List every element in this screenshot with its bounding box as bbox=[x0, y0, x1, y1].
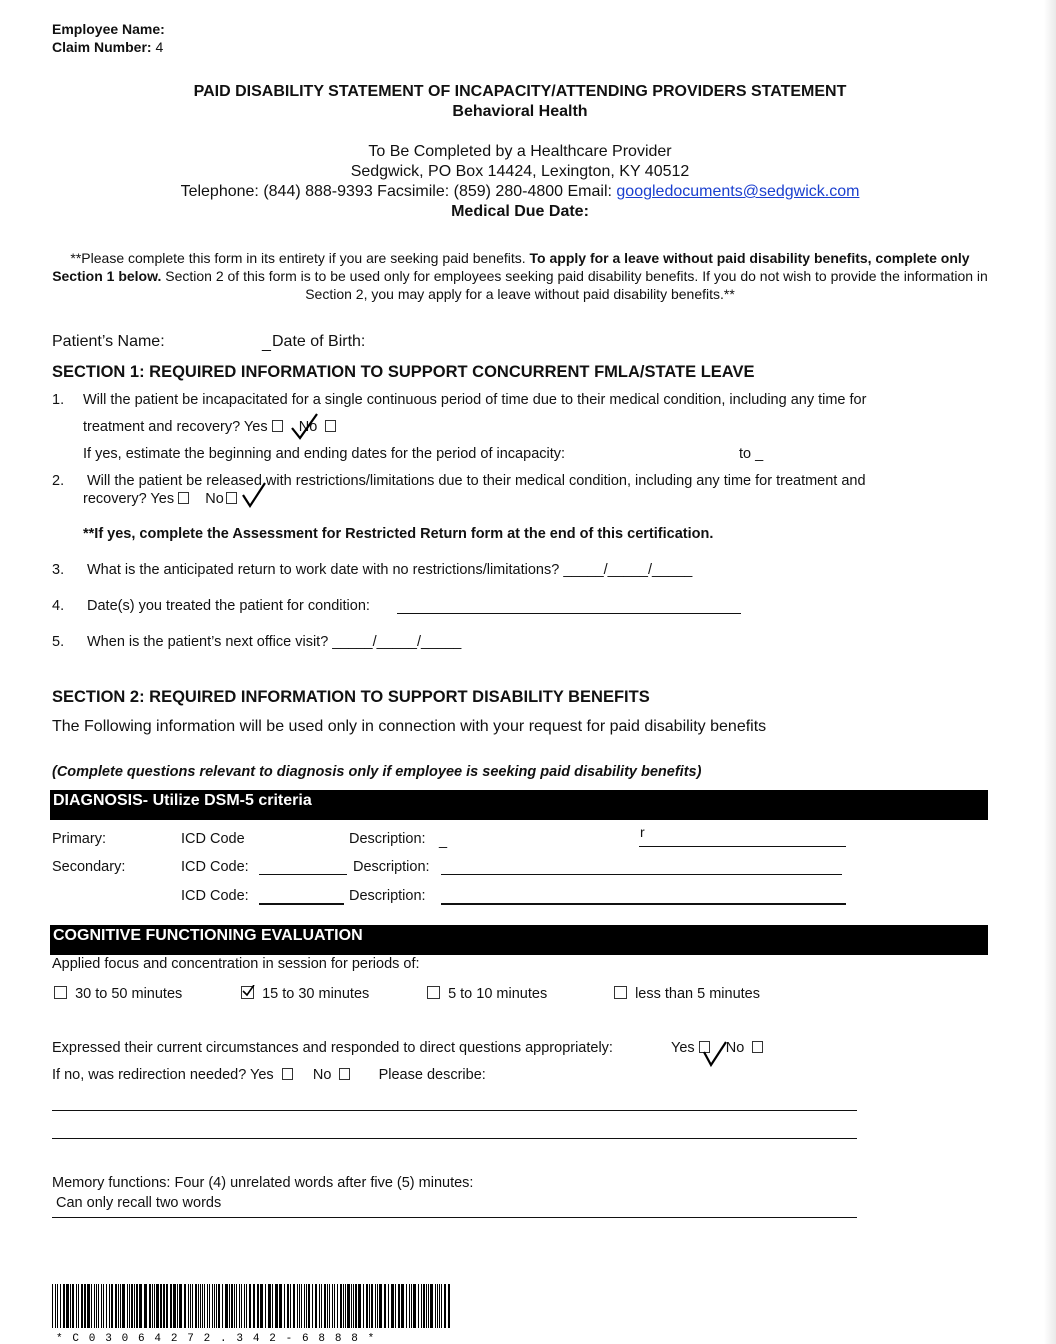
barcode-text: * C 0 3 0 6 4 2 7 2 . 3 4 2 - 6 8 8 8 * bbox=[56, 1333, 376, 1344]
barcode-bar bbox=[106, 1284, 107, 1328]
barcode-bar bbox=[244, 1284, 245, 1328]
barcode-bar bbox=[184, 1284, 186, 1328]
barcode-bar bbox=[166, 1284, 168, 1328]
memory-answer-line bbox=[52, 1217, 857, 1218]
barcode-bar bbox=[369, 1284, 370, 1328]
employee-name-label: Employee Name: bbox=[52, 21, 165, 37]
barcode-bar bbox=[355, 1284, 357, 1328]
q2-yes-label: recovery? Yes bbox=[83, 491, 175, 507]
redirection-question: If no, was redirection needed? Yes bbox=[52, 1067, 274, 1083]
barcode-bar bbox=[55, 1284, 56, 1328]
next-visit-field[interactable]: _____/_____/_____ bbox=[332, 634, 462, 650]
memory-answer[interactable]: Can only recall two words bbox=[56, 1195, 222, 1211]
barcode-bar bbox=[198, 1284, 199, 1328]
barcode-bar bbox=[91, 1284, 92, 1328]
stray-mark: r bbox=[640, 824, 645, 840]
q2-no-checkmark-icon bbox=[241, 481, 267, 509]
barcode-bar bbox=[78, 1284, 79, 1328]
barcode-bar bbox=[301, 1284, 302, 1328]
secondary-icd-label: ICD Code: bbox=[181, 859, 249, 875]
q2-number: 2. bbox=[52, 473, 65, 489]
return-date-field[interactable]: _____/_____/_____ bbox=[563, 562, 693, 578]
barcode-bar bbox=[52, 1284, 53, 1328]
claim-number-value: 4 bbox=[155, 39, 164, 55]
barcode-bar bbox=[218, 1284, 220, 1328]
patient-name-field[interactable]: _ bbox=[262, 335, 271, 352]
barcode-bar bbox=[428, 1284, 429, 1328]
barcode-bar bbox=[308, 1284, 310, 1328]
barcode-bar bbox=[200, 1284, 201, 1328]
barcode-bar bbox=[63, 1284, 65, 1328]
barcode-bar bbox=[297, 1284, 298, 1328]
barcode-bar bbox=[170, 1284, 172, 1328]
cognitive-bar: COGNITIVE FUNCTIONING EVALUATION bbox=[50, 925, 988, 955]
barcode-bar bbox=[136, 1284, 138, 1328]
q2-answer-row bbox=[83, 491, 237, 507]
q1-text: Will the patient be incapacitated for a single continuous period of time due to their medical condition, including any time for bbox=[83, 392, 867, 408]
barcode-bar bbox=[287, 1284, 289, 1328]
barcode-bar bbox=[275, 1284, 278, 1328]
barcode-bar bbox=[398, 1284, 400, 1328]
barcode-bar bbox=[265, 1284, 266, 1328]
barcode-bar bbox=[423, 1284, 425, 1328]
tertiary-description-label: Description: bbox=[349, 888, 426, 904]
redirection-no-checkbox[interactable] bbox=[339, 1068, 350, 1080]
barcode-bar bbox=[315, 1284, 317, 1328]
barcode-bar bbox=[202, 1284, 203, 1328]
section2-intro: The Following information will be used only in connection with your request for paid disability benefits bbox=[52, 718, 767, 735]
barcode-bar bbox=[395, 1284, 396, 1328]
expressed-question: Expressed their current circumstances and responded to direct questions appropriately: bbox=[52, 1040, 613, 1056]
barcode-bar bbox=[103, 1284, 104, 1328]
barcode-bar bbox=[329, 1284, 330, 1328]
q2-no-label: No bbox=[205, 491, 224, 507]
q5-text: When is the patient’s next office visit? bbox=[87, 634, 329, 650]
tertiary-icd-field[interactable] bbox=[259, 903, 344, 905]
barcode-bar bbox=[418, 1284, 419, 1328]
barcode-bar bbox=[334, 1284, 335, 1328]
barcode-bar bbox=[231, 1284, 233, 1328]
q2-note: **If yes, complete the Assessment for Restricted Return form at the end of this certification. bbox=[83, 526, 714, 542]
barcode-bar bbox=[371, 1284, 373, 1328]
barcode-bar bbox=[236, 1284, 237, 1328]
q1-yes-label: treatment and recovery? Yes bbox=[83, 419, 268, 435]
barcode-bar bbox=[109, 1284, 110, 1328]
q2-yes-checkbox[interactable] bbox=[178, 492, 189, 504]
checkbox-5-10[interactable] bbox=[427, 986, 440, 999]
q4-number: 4. bbox=[52, 598, 65, 614]
barcode-bar bbox=[388, 1284, 389, 1328]
barcode-bars bbox=[52, 1284, 450, 1328]
checkbox-15-30-checked[interactable] bbox=[241, 986, 254, 999]
barcode-bar bbox=[96, 1284, 97, 1328]
barcode-bar bbox=[246, 1284, 247, 1328]
barcode-bar bbox=[293, 1284, 295, 1328]
q2-text: Will the patient be released with restrictions/limitations due to their medical condition, including any time for treatment and bbox=[87, 473, 866, 489]
q1-dates-label: If yes, estimate the beginning and ending dates for the period of incapacity: bbox=[83, 446, 566, 462]
barcode-bar bbox=[154, 1284, 155, 1328]
barcode-bar bbox=[379, 1284, 382, 1328]
barcode-bar bbox=[188, 1284, 189, 1328]
email-link[interactable]: googledocuments@sedgwick.com bbox=[616, 183, 860, 200]
primary-icd-label: ICD Code bbox=[181, 831, 245, 847]
barcode-bar bbox=[122, 1284, 125, 1328]
barcode-bar bbox=[444, 1284, 446, 1328]
q1-no-label: No bbox=[298, 419, 318, 435]
barcode-bar bbox=[222, 1284, 223, 1328]
q1-yes-checkbox[interactable] bbox=[272, 420, 283, 432]
barcode-bar bbox=[363, 1284, 364, 1328]
barcode-bar bbox=[257, 1284, 259, 1328]
barcode-bar bbox=[253, 1284, 255, 1328]
q1-no-checkbox[interactable] bbox=[325, 420, 336, 432]
primary-description-label: Description: bbox=[349, 831, 426, 847]
barcode-bar bbox=[207, 1284, 208, 1328]
q5-row bbox=[87, 634, 461, 650]
barcode-bar bbox=[279, 1284, 282, 1328]
q2-no-checkbox[interactable] bbox=[226, 492, 237, 504]
redirection-yes-checkbox[interactable] bbox=[282, 1068, 293, 1080]
barcode-bar bbox=[249, 1284, 251, 1328]
section2-note: (Complete questions relevant to diagnosis only if employee is seeking paid disability benefits) bbox=[52, 764, 702, 780]
barcode-bar bbox=[229, 1284, 230, 1328]
primary-description-line bbox=[639, 846, 846, 847]
focus-label: Applied focus and concentration in session for periods of: bbox=[52, 956, 420, 972]
tertiary-icd-label: ICD Code: bbox=[181, 888, 249, 904]
barcode-bar bbox=[160, 1284, 162, 1328]
notice-text-end: Section 2 of this form is to be used only for employees seeking paid disability benefits. If you do not wish to provide the information in Section 2, you may apply for a leave without paid disability benefits.** bbox=[161, 268, 988, 302]
barcode-bar bbox=[430, 1284, 433, 1328]
secondary-label: Secondary: bbox=[52, 859, 126, 875]
primary-label: Primary: bbox=[52, 831, 106, 847]
barcode-bar bbox=[118, 1284, 119, 1328]
barcode-bar bbox=[353, 1284, 354, 1328]
barcode-bar bbox=[120, 1284, 121, 1328]
expressed-no-checkbox[interactable] bbox=[752, 1041, 763, 1053]
page-edge-shadow bbox=[1044, 0, 1056, 1344]
redirection-row bbox=[52, 1067, 486, 1083]
barcode-bar bbox=[260, 1284, 263, 1328]
diagnosis-bar: DIAGNOSIS- Utilize DSM-5 criteria bbox=[50, 790, 988, 820]
barcode-bar bbox=[299, 1284, 300, 1328]
contact-line bbox=[0, 183, 1040, 201]
barcode-bar bbox=[127, 1284, 128, 1328]
barcode-bar bbox=[204, 1284, 205, 1328]
barcode-bar bbox=[131, 1284, 133, 1328]
barcode-bar bbox=[358, 1284, 361, 1328]
barcode-bar bbox=[332, 1284, 333, 1328]
secondary-description-label: Description: bbox=[353, 859, 430, 875]
barcode-bar bbox=[304, 1284, 305, 1328]
secondary-description-field[interactable] bbox=[441, 874, 842, 875]
treatment-dates-field[interactable] bbox=[397, 613, 741, 614]
barcode-bar bbox=[327, 1284, 328, 1328]
barcode-bar bbox=[115, 1284, 117, 1328]
barcode-bar bbox=[234, 1284, 235, 1328]
q3-text: What is the anticipated return to work date with no restrictions/limitations? bbox=[87, 562, 560, 578]
barcode-bar bbox=[439, 1284, 440, 1328]
tertiary-description-field[interactable] bbox=[441, 903, 846, 905]
barcode-bar bbox=[272, 1284, 273, 1328]
barcode-bar bbox=[144, 1284, 147, 1328]
checkbox-check-icon bbox=[242, 985, 255, 998]
focus-option-less-5[interactable] bbox=[614, 986, 760, 1002]
barcode-bar bbox=[435, 1284, 436, 1328]
barcode-bar bbox=[66, 1284, 69, 1328]
barcode-bar bbox=[216, 1284, 217, 1328]
primary-description-field[interactable]: _ bbox=[439, 833, 448, 849]
checkbox-30-50[interactable] bbox=[54, 986, 67, 999]
barcode-bar bbox=[152, 1284, 153, 1328]
q1-to-label: to _ bbox=[739, 446, 764, 462]
barcode-bar bbox=[134, 1284, 135, 1328]
please-describe-label: Please describe: bbox=[378, 1067, 486, 1083]
barcode-bar bbox=[190, 1284, 191, 1328]
barcode-bar bbox=[312, 1284, 313, 1328]
q4-text: Date(s) you treated the patient for condition: bbox=[87, 598, 370, 614]
q1-yes-checkmark-icon bbox=[290, 412, 320, 442]
barcode-bar bbox=[163, 1284, 165, 1328]
option-label: 15 to 30 minutes bbox=[262, 986, 370, 1002]
barcode-bar bbox=[156, 1284, 159, 1328]
barcode-bar bbox=[101, 1284, 102, 1328]
barcode-bar bbox=[366, 1284, 368, 1328]
barcode-bar bbox=[84, 1284, 86, 1328]
redirection-no-label: No bbox=[312, 1067, 332, 1083]
barcode-bar bbox=[384, 1284, 386, 1328]
barcode-bar bbox=[345, 1284, 346, 1328]
option-label: less than 5 minutes bbox=[635, 986, 760, 1002]
barcode-bar bbox=[421, 1284, 422, 1328]
barcode-bar bbox=[426, 1284, 427, 1328]
q5-number: 5. bbox=[52, 634, 65, 650]
barcode-bar bbox=[401, 1284, 404, 1328]
expressed-yes-label: Yes bbox=[671, 1040, 695, 1056]
barcode-bar bbox=[129, 1284, 130, 1328]
barcode-bar bbox=[337, 1284, 338, 1328]
barcode-bar bbox=[98, 1284, 99, 1328]
barcode-bar bbox=[413, 1284, 416, 1328]
q1-number: 1. bbox=[52, 392, 65, 408]
barcode-bar bbox=[179, 1284, 182, 1328]
describe-line-1[interactable] bbox=[52, 1110, 857, 1111]
barcode-bar bbox=[81, 1284, 83, 1328]
focus-option-30-50[interactable] bbox=[54, 986, 182, 1002]
barcode-bar bbox=[111, 1284, 113, 1328]
barcode-bar bbox=[375, 1284, 376, 1328]
form-subtitle: Behavioral Health bbox=[452, 103, 588, 120]
barcode-bar bbox=[284, 1284, 285, 1328]
mailing-address: Sedgwick, PO Box 14424, Lexington, KY 40512 bbox=[350, 163, 690, 180]
barcode-bar bbox=[411, 1284, 412, 1328]
checkbox-less-5[interactable] bbox=[614, 986, 627, 999]
barcode-bar bbox=[177, 1284, 178, 1328]
barcode-bar bbox=[324, 1284, 326, 1328]
barcode-bar bbox=[60, 1284, 61, 1328]
notice-text: **Please complete this form in its entirety if you are seeking paid benefits. bbox=[70, 250, 530, 266]
barcode-bar bbox=[139, 1284, 142, 1328]
expressed-yes-checkmark-icon bbox=[702, 1040, 728, 1068]
focus-option-5-10[interactable] bbox=[427, 986, 547, 1002]
barcode-bar bbox=[239, 1284, 240, 1328]
barcode-bar bbox=[290, 1284, 291, 1328]
claim-number-row bbox=[52, 39, 163, 55]
focus-option-15-30[interactable] bbox=[241, 986, 369, 1002]
q3-row bbox=[87, 562, 692, 578]
barcode-bar bbox=[241, 1284, 242, 1328]
barcode-bar bbox=[76, 1284, 77, 1328]
barcode-bar bbox=[209, 1284, 210, 1328]
barcode-bar bbox=[192, 1284, 193, 1328]
phone-fax: Telephone: (844) 888-9393 Facsimile: (859) 280-4800 Email: bbox=[180, 183, 617, 200]
barcode-bar bbox=[173, 1284, 176, 1328]
barcode-bar bbox=[321, 1284, 322, 1328]
barcode-bar bbox=[448, 1284, 450, 1328]
barcode-bar bbox=[306, 1284, 307, 1328]
barcode-bar bbox=[406, 1284, 407, 1328]
barcode-bar bbox=[57, 1284, 58, 1328]
barcode-bar bbox=[343, 1284, 344, 1328]
option-label: 30 to 50 minutes bbox=[75, 986, 183, 1002]
barcode bbox=[52, 1284, 454, 1344]
barcode-bar bbox=[377, 1284, 378, 1328]
describe-line-2[interactable] bbox=[52, 1138, 857, 1139]
section2-heading: SECTION 2: REQUIRED INFORMATION TO SUPPORT DISABILITY BENEFITS bbox=[52, 688, 650, 706]
form-title: PAID DISABILITY STATEMENT OF INCAPACITY/ATTENDING PROVIDERS STATEMENT bbox=[193, 83, 847, 100]
provider-instruction: To Be Completed by a Healthcare Provider bbox=[368, 143, 672, 160]
barcode-bar bbox=[351, 1284, 352, 1328]
barcode-bar bbox=[347, 1284, 350, 1328]
barcode-bar bbox=[87, 1284, 90, 1328]
barcode-bar bbox=[195, 1284, 197, 1328]
barcode-bar bbox=[409, 1284, 410, 1328]
patient-name-label: Patient’s Name: bbox=[52, 333, 165, 350]
barcode-bar bbox=[441, 1284, 442, 1328]
date-of-birth-label: Date of Birth: bbox=[272, 333, 366, 350]
barcode-bar bbox=[212, 1284, 213, 1328]
q3-number: 3. bbox=[52, 562, 65, 578]
barcode-bar bbox=[225, 1284, 228, 1328]
barcode-bar bbox=[70, 1284, 71, 1328]
barcode-bar bbox=[94, 1284, 95, 1328]
option-label: 5 to 10 minutes bbox=[448, 986, 548, 1002]
claim-number-label: Claim Number: bbox=[52, 39, 152, 55]
barcode-bar bbox=[391, 1284, 394, 1328]
secondary-icd-field[interactable] bbox=[259, 874, 347, 875]
memory-label: Memory functions: Four (4) unrelated words after five (5) minutes: bbox=[52, 1175, 474, 1191]
medical-due-date-label: Medical Due Date: bbox=[451, 203, 589, 220]
barcode-bar bbox=[268, 1284, 271, 1328]
expressed-no-label: No bbox=[725, 1040, 745, 1056]
barcode-bar bbox=[340, 1284, 342, 1328]
instructions-notice bbox=[52, 249, 988, 303]
section1-heading: SECTION 1: REQUIRED INFORMATION TO SUPPORT CONCURRENT FMLA/STATE LEAVE bbox=[52, 363, 755, 381]
barcode-bar bbox=[149, 1284, 151, 1328]
barcode-bar bbox=[214, 1284, 215, 1328]
barcode-bar bbox=[437, 1284, 438, 1328]
notice-bold-text: To apply for a leave without paid disability benefits, complete only Section 1 below. bbox=[52, 250, 970, 284]
barcode-bar bbox=[72, 1284, 74, 1328]
barcode-bar bbox=[319, 1284, 320, 1328]
